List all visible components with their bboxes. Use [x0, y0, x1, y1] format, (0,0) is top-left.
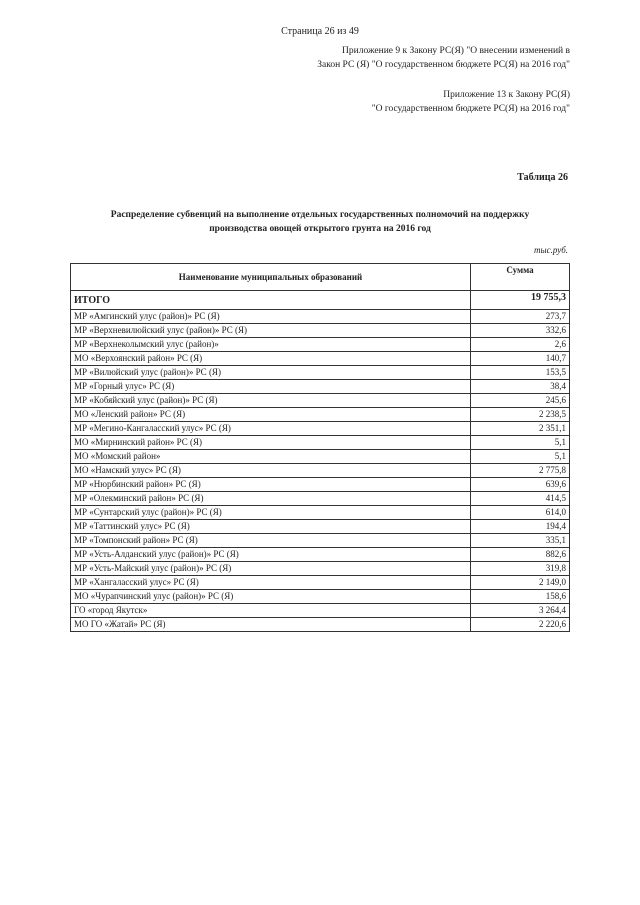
subsidy-amount: 194,4 — [471, 520, 570, 534]
subsidy-amount: 2 351,1 — [471, 422, 570, 436]
municipality-name: МР «Сунтарский улус (район)» РС (Я) — [71, 506, 471, 520]
municipality-name: МР «Кобяйский улус (район)» РС (Я) — [71, 394, 471, 408]
municipality-name: МО «Намский улус» РС (Я) — [71, 464, 471, 478]
table-row — [71, 450, 570, 464]
municipality-name: МР «Вилюйский улус (район)» РС (Я) — [71, 366, 471, 380]
table-row — [71, 436, 570, 450]
municipality-name: МР «Томпонский район» РС (Я) — [71, 534, 471, 548]
municipality-name: МР «Усть-Алданский улус (район)» РС (Я) — [71, 548, 471, 562]
table-row — [71, 618, 570, 632]
subsidy-amount: 335,1 — [471, 534, 570, 548]
table-body — [71, 291, 570, 632]
annex-9-line-2: Закон РС (Я) "О государственном бюджете РС(Я) на 2016 год" — [317, 60, 570, 70]
table-row — [71, 562, 570, 576]
page-number: Страница 26 из 49 — [281, 26, 359, 37]
subsidy-amount: 153,5 — [471, 366, 570, 380]
table-row — [71, 492, 570, 506]
annex-13-reference — [372, 88, 570, 116]
table-row — [71, 324, 570, 338]
total-row — [71, 291, 570, 310]
title-line-1: Распределение субвенций на выполнение отдельных государственных полномочий на поддержку — [110, 210, 530, 220]
subsidy-amount: 245,6 — [471, 394, 570, 408]
annex-9-reference — [317, 44, 570, 72]
table-row — [71, 520, 570, 534]
subsidy-amount: 3 264,4 — [471, 604, 570, 618]
annex-13-line-2: "О государственном бюджете РС(Я) на 2016 год" — [371, 104, 570, 114]
municipality-name: МО ГО «Жатай» РС (Я) — [71, 618, 471, 632]
title-line-2: производства овощей открытого грунта на 2016 год — [209, 224, 431, 234]
subsidy-amount: 614,0 — [471, 506, 570, 520]
subsidy-amount: 332,6 — [471, 324, 570, 338]
subsidy-amount: 158,6 — [471, 590, 570, 604]
table-row — [71, 576, 570, 590]
subsidy-amount: 5,1 — [471, 450, 570, 464]
municipality-name: МР «Хангаласский улус» РС (Я) — [71, 576, 471, 590]
subsidy-amount: 2 149,0 — [471, 576, 570, 590]
municipality-name: МР «Таттинский улус» РС (Я) — [71, 520, 471, 534]
subsidy-amount: 2,6 — [471, 338, 570, 352]
table-row — [71, 464, 570, 478]
table-header-row — [71, 264, 570, 291]
subsidy-amount: 2 238,5 — [471, 408, 570, 422]
subsidy-amount: 639,6 — [471, 478, 570, 492]
units-label: тыс.руб. — [534, 245, 568, 255]
subsidy-amount: 2 220,6 — [471, 618, 570, 632]
table-row — [71, 366, 570, 380]
municipality-name: ГО «город Якутск» — [71, 604, 471, 618]
municipality-name: МР «Мегино-Кангаласский улус» РС (Я) — [71, 422, 471, 436]
total-label: ИТОГО — [71, 291, 471, 310]
table-row — [71, 422, 570, 436]
table-number: Таблица 26 — [517, 172, 568, 183]
table-row — [71, 394, 570, 408]
table-row — [71, 478, 570, 492]
subsidy-amount: 140,7 — [471, 352, 570, 366]
header-name: Наименование муниципальных образований — [71, 264, 471, 291]
municipality-name: МР «Верхнеколымский улус (район)» — [71, 338, 471, 352]
table-row — [71, 310, 570, 324]
subsidy-amount: 414,5 — [471, 492, 570, 506]
municipality-name: МО «Чурапчинский улус (район)» РС (Я) — [71, 590, 471, 604]
subsidy-amount: 319,8 — [471, 562, 570, 576]
municipality-name: МО «Верхоянский район» РС (Я) — [71, 352, 471, 366]
table-row — [71, 380, 570, 394]
municipality-name: МР «Нюрбинский район» РС (Я) — [71, 478, 471, 492]
annex-9-line-1: Приложение 9 к Закону РС(Я) "О внесении изменений в — [342, 46, 570, 56]
subsidy-amount: 5,1 — [471, 436, 570, 450]
municipality-name: МР «Верхневилюйский улус (район)» РС (Я) — [71, 324, 471, 338]
subsidy-amount: 2 775,8 — [471, 464, 570, 478]
subsidy-amount: 882,6 — [471, 548, 570, 562]
municipality-name: МР «Олекминский район» РС (Я) — [71, 492, 471, 506]
table-row — [71, 604, 570, 618]
table-row — [71, 590, 570, 604]
table-row — [71, 338, 570, 352]
municipality-name: МР «Амгинский улус (район)» РС (Я) — [71, 310, 471, 324]
annex-13-line-1: Приложение 13 к Закону РС(Я) — [443, 90, 570, 100]
document-title — [60, 208, 580, 236]
total-value: 19 755,3 — [471, 291, 570, 310]
municipality-name: МР «Горный улус» РС (Я) — [71, 380, 471, 394]
subsidy-amount: 273,7 — [471, 310, 570, 324]
table-row — [71, 352, 570, 366]
municipality-name: МР «Усть-Майский улус (район)» РС (Я) — [71, 562, 471, 576]
municipality-name: МО «Мирнинский район» РС (Я) — [71, 436, 471, 450]
table-row — [71, 534, 570, 548]
table-row — [71, 408, 570, 422]
municipality-name: МО «Ленский район» РС (Я) — [71, 408, 471, 422]
header-sum: Сумма — [471, 264, 570, 291]
municipality-name: МО «Момский район» — [71, 450, 471, 464]
subsidy-table — [70, 263, 570, 632]
table-row — [71, 506, 570, 520]
table-row — [71, 548, 570, 562]
subsidy-amount: 38,4 — [471, 380, 570, 394]
